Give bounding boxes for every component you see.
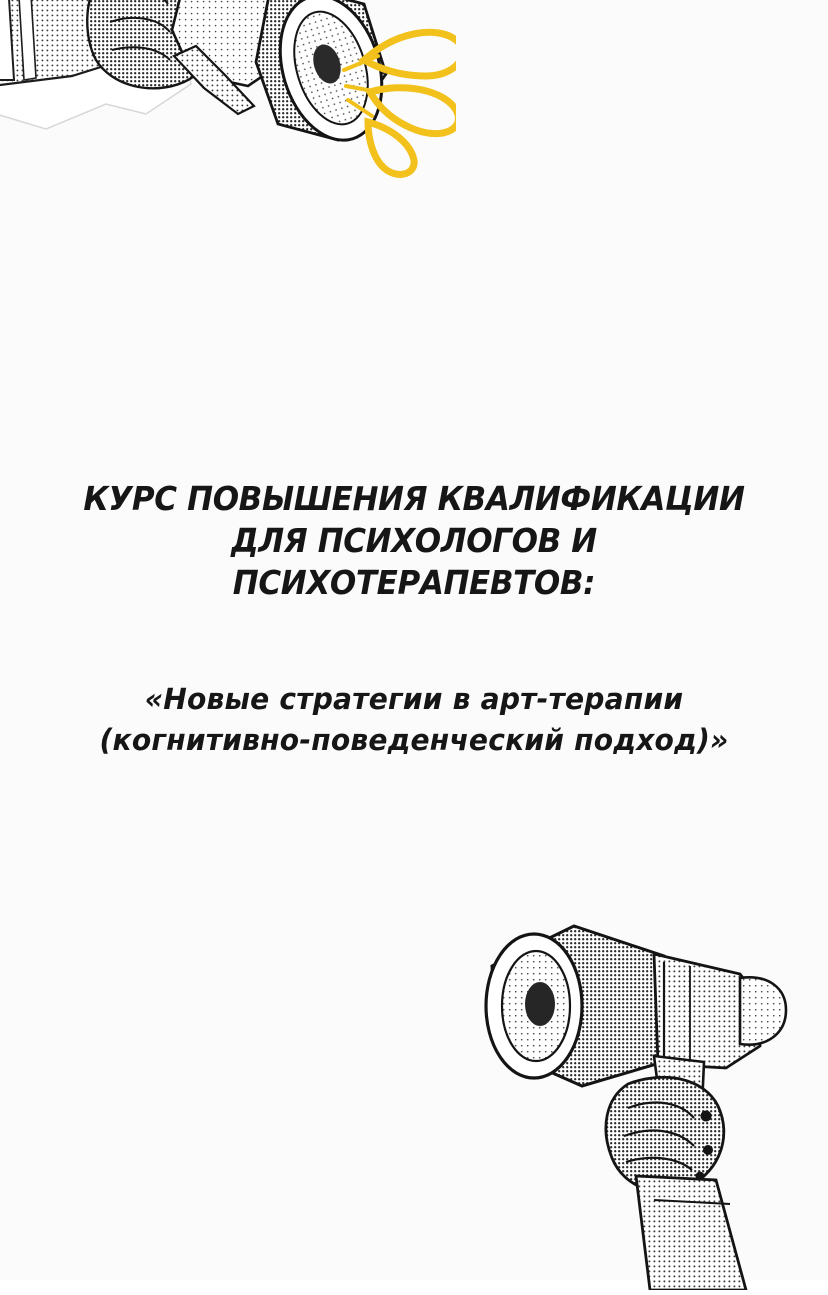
page-subtitle (40, 679, 789, 761)
subtitle-line-2: (когнитивно-поведенческий подход)» (99, 722, 729, 757)
megaphone-held-in-hand-bottom-right-image (478, 870, 818, 1290)
subtitle-line-1: «Новые стратегии в арт-терапии (144, 681, 684, 716)
poster-text-block (0, 478, 828, 761)
megaphone-cone (486, 926, 670, 1086)
megaphone-held-in-hand-top-left-image (0, 0, 456, 204)
headline-line-2: ПСИХОЛОГОВ И ПСИХОТЕРАПЕВТОВ: (232, 521, 597, 603)
page-title (51, 478, 777, 605)
megaphone-handle (654, 1056, 704, 1106)
hand-grip-bottom (606, 1077, 724, 1192)
forearm-bottom (636, 1176, 746, 1290)
yellow-sound-rays (344, 32, 456, 174)
headline-line-1: КУРС ПОВЫШЕНИЯ КВАЛИФИКАЦИИ ДЛЯ (83, 479, 745, 561)
megaphone-body (172, 0, 399, 153)
torn-paper-backing (0, 0, 201, 129)
hand-grip (87, 0, 214, 88)
forearm-sleeve (0, 0, 162, 86)
megaphone-barrel (654, 954, 786, 1068)
